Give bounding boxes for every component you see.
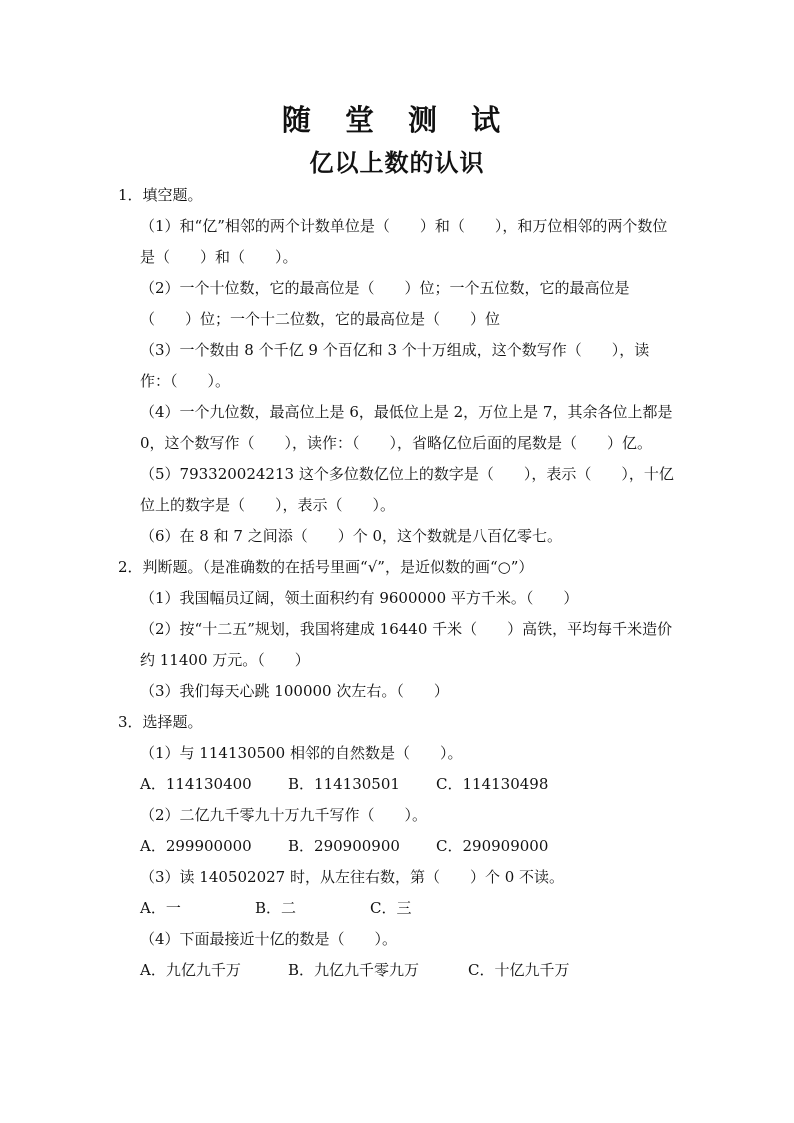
option-a: A．299900000 [140,837,252,855]
option-c: C．十亿九千万 [468,961,570,979]
section-heading: 1．填空题。 [118,186,203,204]
page-title: 随 堂 测 试 [281,103,513,137]
question-item: （2）按“十二五”规划，我国将建成 16440 千米（ ）高铁，平均每千米造价约 11400 万元。（ ） [140,620,673,669]
question-item: （3）一个数由 8 个千亿 9 个百亿和 3 个十万组成，这个数写作（ ），读作：（ ）。 [140,341,650,390]
section-fill-blank [118,180,678,552]
question-stem: （4）下面最接近十亿的数是（ ）。 [140,930,398,948]
question-item: （5）793320024213 这个多位数亿位上的数字是（ ），表示（ ），十亿位上的数字是（ ），表示（ ）。 [140,465,674,514]
section-heading: 2．判断题。（是准确数的在括号里画“√”，是近似数的画“○”） [118,558,534,576]
option-b: B．290900900 [288,837,400,855]
question-stem: （2）二亿九千零九十万九千写作（ ）。 [140,806,428,824]
option-b: B．114130501 [288,775,400,793]
question-item: （3）我们每天心跳 100000 次左右。（ ） [140,682,449,700]
section-multiple-choice [118,707,678,986]
section-true-false [118,552,678,707]
option-b: B．二 [255,899,297,917]
option-a: A．九亿九千万 [140,961,241,979]
question-item: （4）一个九位数，最高位上是 6，最低位上是 2，万位上是 7，其余各位上都是 0，这个数写作（ ），读作：（ ），省略亿位后面的尾数是（ ）亿。 [140,403,673,452]
option-b: B．九亿九千零九万 [288,961,420,979]
option-row [118,955,678,986]
page-subtitle: 亿以上数的认识 [309,149,485,177]
worksheet-content [118,180,678,986]
section-heading: 3．选择题。 [118,713,203,731]
question-item: （1）和“亿”相邻的两个计数单位是（ ）和（ ），和万位相邻的两个数位是（ ）和（ ）。 [140,217,668,266]
option-a: A．一 [140,899,181,917]
question-item: （1）我国幅员辽阔，领土面积约有 9600000 平方千米。（ ） [140,589,579,607]
option-c: C．290909000 [436,837,549,855]
option-c: C．三 [370,899,412,917]
question-item: （6）在 8 和 7 之间添（ ）个 0，这个数就是八百亿零七。 [140,527,563,545]
option-a: A．114130400 [140,775,252,793]
option-c: C．114130498 [436,775,549,793]
option-row [118,769,678,800]
option-row [118,831,678,862]
question-stem: （3）读 140502027 时，从左往右数，第（ ）个 0 不读。 [140,868,565,886]
option-row [118,893,678,924]
question-stem: （1）与 114130500 相邻的自然数是（ ）。 [140,744,463,762]
question-item: （2）一个十位数，它的最高位是（ ）位；一个五位数，它的最高位是（ ）位；一个十二位数，它的最高位是（ ）位 [140,279,630,328]
